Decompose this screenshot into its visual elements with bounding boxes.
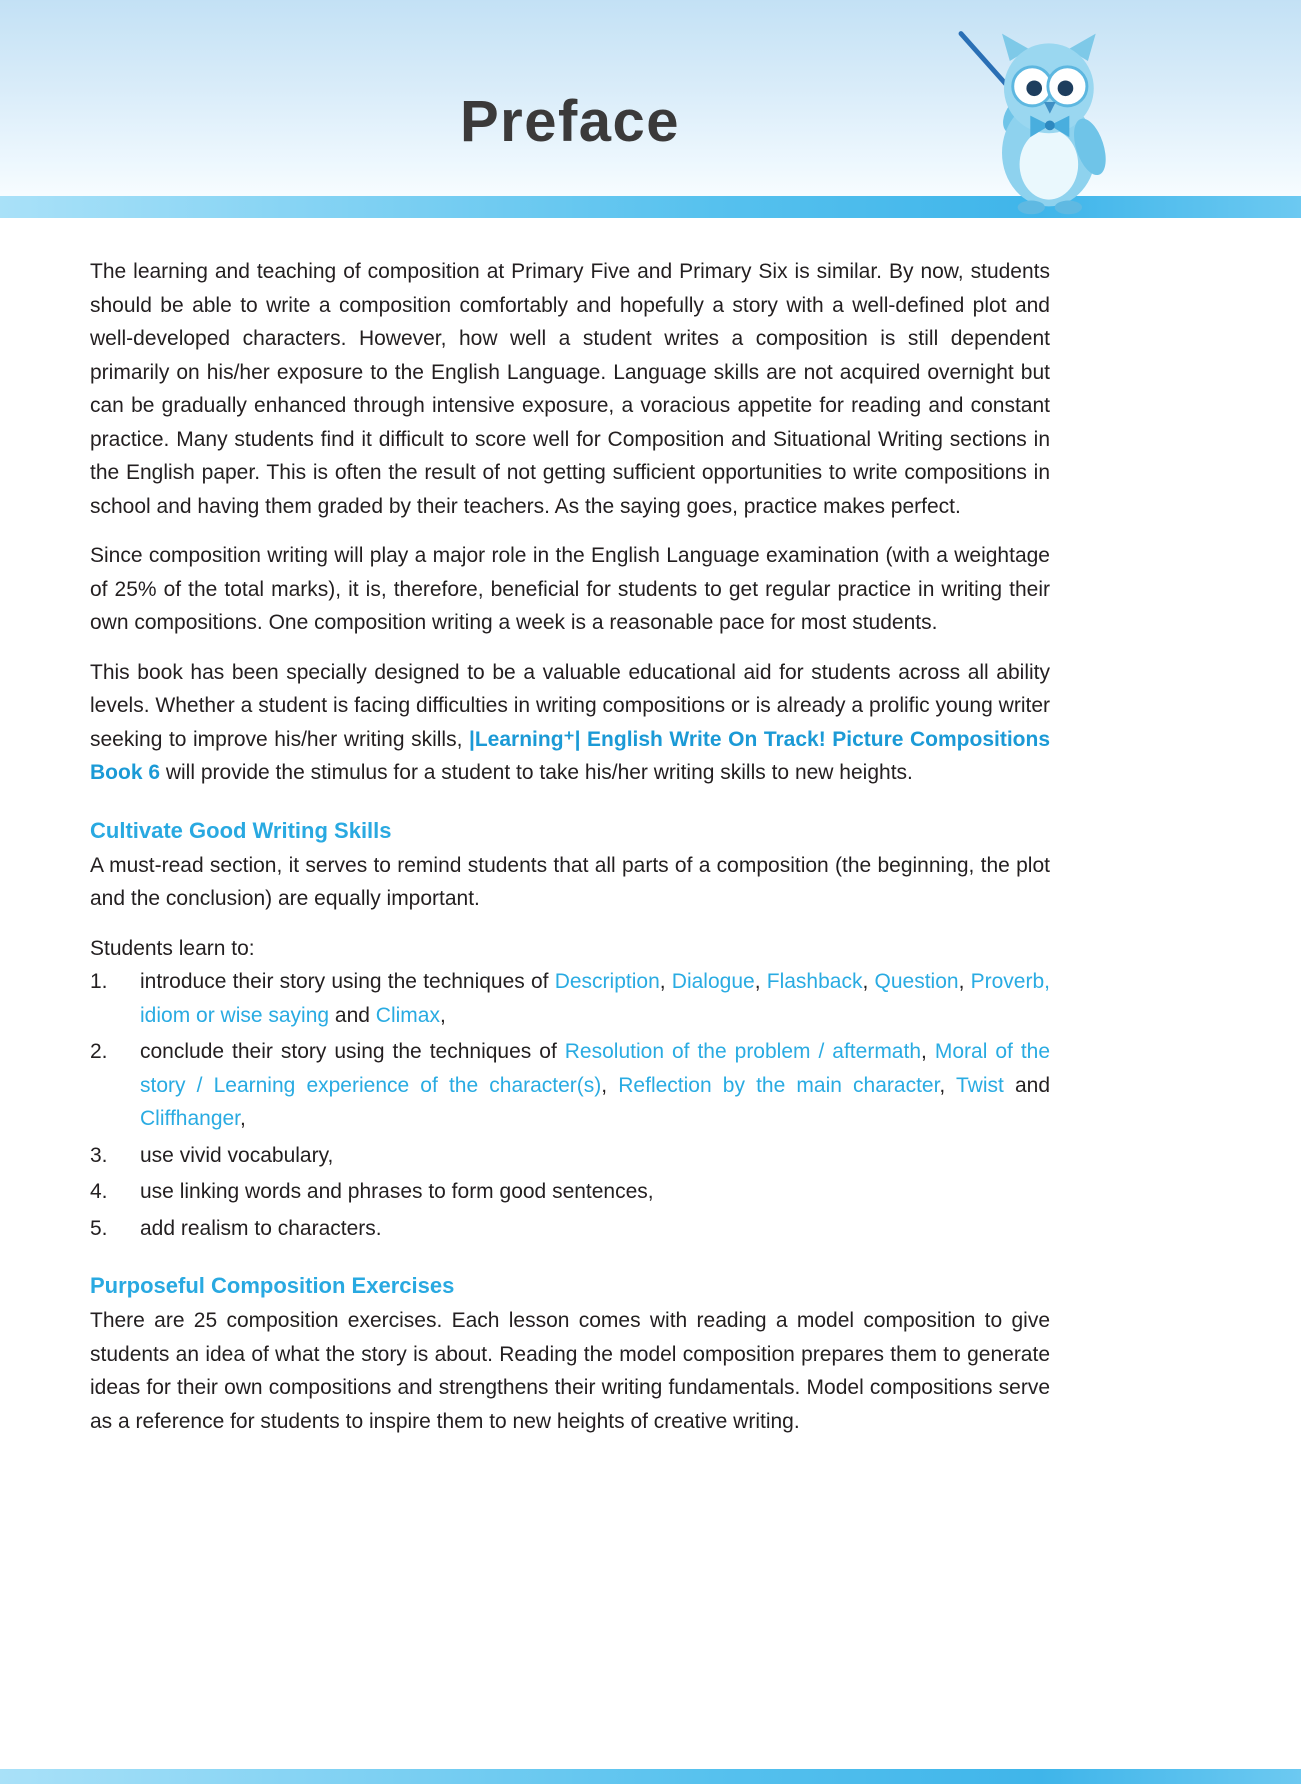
section-heading: Purposeful Composition Exercises	[90, 1273, 455, 1298]
section-paragraph	[90, 1304, 1050, 1438]
section-paragraph	[90, 849, 1050, 916]
text-segment: ,	[939, 1073, 957, 1097]
text-segment: Moral of the story / Learning experience of the character(s)	[140, 1040, 1051, 1097]
text-segment: ,	[439, 1003, 446, 1027]
text-segment: and	[329, 1003, 376, 1027]
text-segment: Climax	[375, 1003, 440, 1027]
text-segment: Question	[874, 970, 959, 993]
list-item-text	[140, 965, 1050, 1032]
list-item-text	[140, 1139, 1050, 1173]
text-segment: Description	[554, 970, 660, 993]
list-item	[90, 1212, 1050, 1246]
text-segment: ,	[601, 1073, 619, 1097]
list-item-number: 2.	[90, 1040, 108, 1063]
page-title: Preface	[459, 89, 681, 154]
text-segment: will provide the stimulus for a student to take his/her writing skills to new heights.	[160, 761, 913, 784]
text-segment: ,	[958, 970, 971, 993]
text-segment: There are 25 composition exercises. Each lesson comes with reading a model composition to give students an idea of what the story is about. Reading the model composition prepares them to generate ideas for their own compositions and strengthens their writing fundamentals. Model compositions serve as a reference for students to inspire them to new heights of creative writing.	[90, 1309, 1050, 1433]
list-item-number: 4.	[90, 1180, 108, 1203]
list-item-number: 1.	[90, 970, 108, 993]
list-item-text	[140, 1035, 1050, 1136]
list-item-text	[140, 1212, 1050, 1246]
text-segment: ,	[921, 1040, 935, 1063]
text-segment: Twist	[956, 1073, 1004, 1097]
text-segment: ,	[862, 970, 875, 993]
intro-paragraph	[90, 255, 1050, 523]
text-segment: introduce their story using the techniques of	[140, 970, 555, 993]
text-segment: add realism to characters.	[140, 1216, 382, 1240]
list-item	[90, 1175, 1050, 1209]
text-segment: Reflection by the main character	[618, 1073, 940, 1097]
text-segment: The learning and teaching of composition at Primary Five and Primary Six is similar. By now, students should be able to write a composition comfortably and hopefully a story with a well-defined plot and well-developed characters. However, how well a student writes a composition is still dependent primarily on his/her exposure to the English Language. Language skills are not acquired overnight but can be gradually enhanced through intensive exposure, a voracious appetite for reading and constant practice. Many students find it difficult to score well for Composition and Situational Writing sections in the English paper. This is often the result of not getting sufficient opportunities to write compositions in school and having them graded by their teachers. As the saying goes, practice makes perfect.	[90, 260, 1050, 518]
list-item	[90, 1035, 1050, 1136]
text-segment: This book has been specially designed to be a valuable educational aid for students across all ability levels. Whether a student is facing difficulties in writing compositions or is already a prolific young writer seeking to improve his/her writing skills,	[90, 660, 1050, 751]
footer-divider-stripe	[0, 1769, 1301, 1784]
intro-paragraph	[90, 656, 1050, 790]
section-heading: Cultivate Good Writing Skills	[90, 817, 392, 843]
text-segment: Dialogue	[671, 970, 755, 993]
list-intro: Students learn to:	[90, 936, 255, 960]
list-item-text	[140, 1175, 1050, 1209]
text-segment: ,	[659, 970, 672, 993]
page-content	[0, 218, 1301, 1438]
text-segment: A must-read section, it serves to remind students that all parts of a composition (the beginning, the plot and the conclusion) are equally important.	[90, 853, 1050, 910]
numbered-list	[90, 965, 1050, 1245]
list-item	[90, 1139, 1050, 1173]
section-purposeful-composition-exercises	[90, 1273, 1050, 1438]
list-item-number: 5.	[90, 1216, 108, 1240]
text-segment: ,	[754, 970, 767, 993]
page-header	[0, 0, 1301, 196]
list-item	[90, 965, 1050, 1032]
text-segment: use vivid vocabulary,	[140, 1143, 334, 1167]
text-segment: Proverb, idiom or wise saying	[140, 970, 1050, 1027]
text-segment: Cliffhanger	[140, 1107, 241, 1130]
intro-paragraph	[90, 539, 1050, 640]
text-segment: Resolution of the problem / aftermath	[564, 1040, 922, 1063]
text-segment: conclude their story using the techniques of	[140, 1040, 565, 1063]
list-item-number: 3.	[90, 1143, 108, 1167]
text-segment: and	[1003, 1073, 1051, 1097]
text-segment: use linking words and phrases to form good sentences,	[140, 1180, 654, 1203]
text-segment: ,	[240, 1107, 246, 1130]
text-segment: |Learning⁺| English Write On Track! Picture Compositions Book 6	[90, 727, 1050, 784]
text-segment: Since composition writing will play a major role in the English Language examination (with a weightage of 25% of the total marks), it is, therefore, beneficial for students to get regular practice in writing their own compositions. One composition writing a week is a reasonable pace for most students.	[90, 544, 1050, 634]
owl-mascot-icon	[943, 18, 1143, 223]
section-cultivate-good-writing-skills	[90, 818, 1050, 1246]
text-segment: Flashback	[766, 970, 863, 993]
